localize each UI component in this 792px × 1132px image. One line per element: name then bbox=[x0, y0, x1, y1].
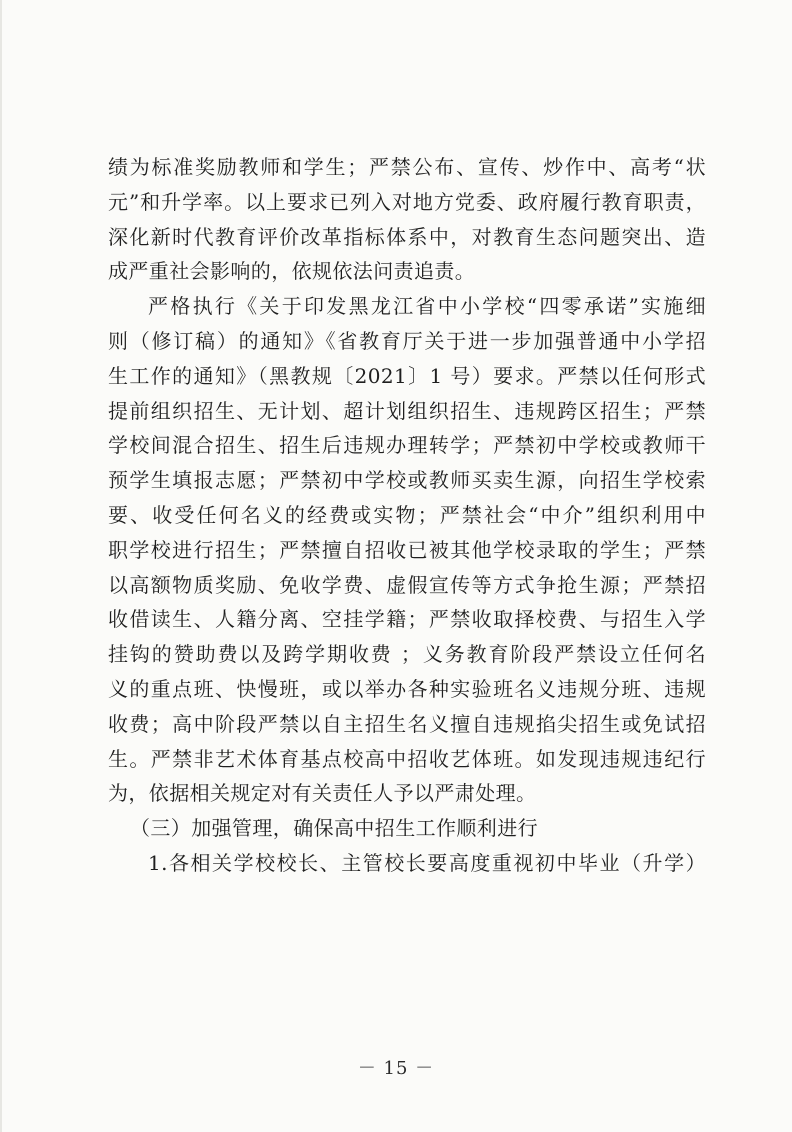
text-line: 绩为标准奖励教师和学生；严禁公布、宣传、炒作中、高考“状 bbox=[108, 155, 706, 179]
text-line: 元”和升学率。以上要求已列入对地方党委、政府履行教育职责， bbox=[108, 189, 706, 214]
text-line: 生。严禁非艺术体育基点校高中招收艺体班。如发现违规违纪行 bbox=[108, 746, 706, 771]
page-number: － 15 － bbox=[357, 1058, 435, 1079]
text-line: 为，依据相关规定对有关责任人予以严肃处理。 bbox=[108, 781, 537, 806]
text-line: 要、收受任何名义的经费或实物；严禁社会“中介”组织利用中 bbox=[108, 502, 706, 527]
document-body bbox=[108, 150, 706, 881]
text-line: 收费；高中阶段严禁以自主招生名义擅自违规掐尖招生或免试招 bbox=[108, 711, 706, 736]
text-line: 1.各相关学校校长、主管校长要高度重视初中毕业（升学） bbox=[148, 850, 706, 875]
text-line: 提前组织招生、无计划、超计划组织招生、违规跨区招生；严禁 bbox=[108, 398, 706, 423]
text-line: 则（修订稿）的通知》《省教育厅关于进一步加强普通中小学招 bbox=[108, 328, 706, 353]
subheading-text: （三）加强管理，确保高中招生工作顺利进行 bbox=[130, 816, 538, 841]
paragraph-enrollment-rules bbox=[108, 289, 706, 811]
text-line: 生工作的通知》（黑教规〔2021〕1 号）要求。严禁以任何形式 bbox=[108, 363, 706, 388]
text-line: 深化新时代教育评价改革指标体系中，对教育生态问题突出、造 bbox=[108, 224, 706, 249]
text-line: 成严重社会影响的，依规依法问责追责。 bbox=[108, 259, 476, 284]
text-line: 严格执行《关于印发黑龙江省中小学校“四零承诺”实施细 bbox=[148, 294, 706, 319]
text-line: 以高额物质奖励、免收学费、虚假宣传等方式争抢生源；严禁招 bbox=[108, 572, 706, 597]
paragraph-continuation bbox=[108, 150, 706, 289]
text-line: 预学生填报志愿；严禁初中学校或教师买卖生源，向招生学校索 bbox=[108, 468, 706, 493]
text-line: 职学校进行招生；严禁擅自招收已被其他学校录取的学生；严禁 bbox=[108, 537, 706, 562]
text-line: 收借读生、人籍分离、空挂学籍；严禁收取择校费、与招生入学 bbox=[108, 607, 706, 632]
item-1-paragraph bbox=[108, 846, 706, 881]
text-line: 挂钩的赞助费以及跨学期收费 ；义务教育阶段严禁设立任何名 bbox=[108, 642, 706, 667]
text-line: 学校间混合招生、招生后违规办理转学；严禁初中学校或教师干 bbox=[108, 433, 706, 458]
scan-edge bbox=[0, 0, 2, 1132]
section-subheading bbox=[108, 811, 706, 846]
text-line: 义的重点班、快慢班，或以举办各种实验班名义违规分班、违规 bbox=[108, 676, 706, 701]
